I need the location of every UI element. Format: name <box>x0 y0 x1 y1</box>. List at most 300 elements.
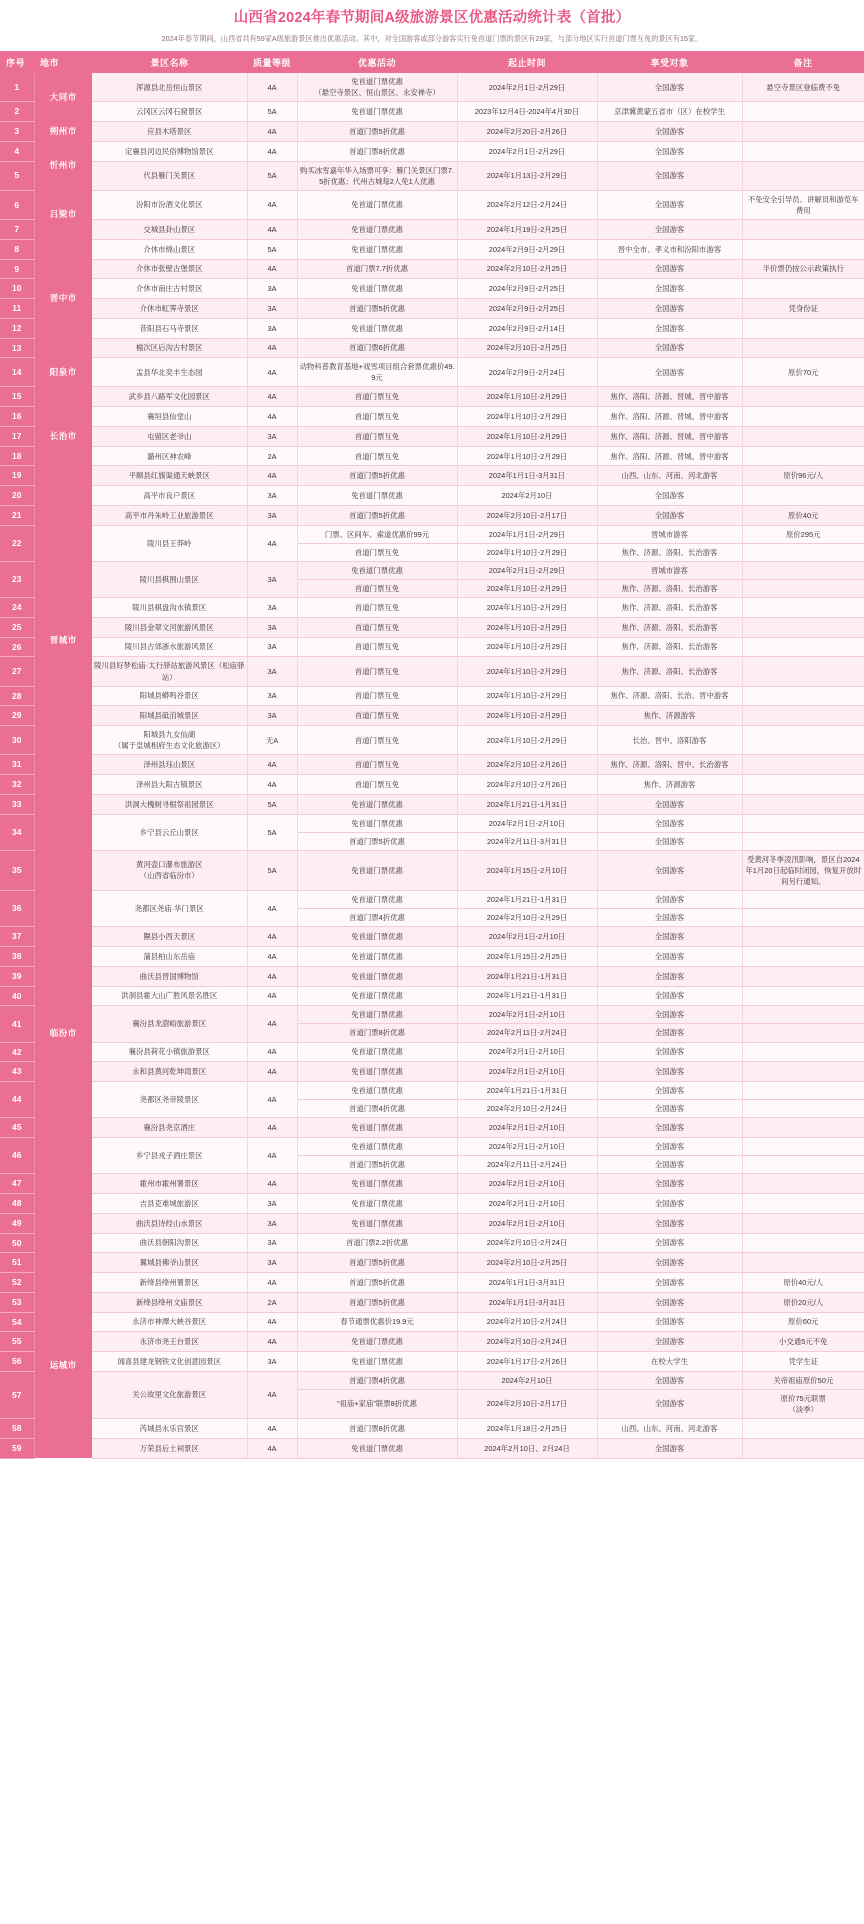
table-row[interactable] <box>0 1419 864 1439</box>
table-row[interactable] <box>0 387 864 407</box>
column-header-target: 享受对象 <box>597 51 742 73</box>
cell-period: 2024年2月10日-2月17日 <box>457 505 597 525</box>
cell-quality-level: 4A <box>247 259 297 279</box>
cell-target-audience: 焦作、济源游客 <box>597 706 742 726</box>
table-row[interactable] <box>0 637 864 657</box>
cell-promotion: 首道门票互免 <box>297 657 457 686</box>
table-row[interactable] <box>0 259 864 279</box>
cell-quality-level: 3A <box>247 686 297 706</box>
table-row[interactable] <box>0 755 864 775</box>
cell-target-audience: 全国游客 <box>597 1082 742 1100</box>
cell-target-audience: 山西、山东、河南、河北游客 <box>597 466 742 486</box>
cell-scenic-name: 关公故里文化旅游景区 <box>92 1371 247 1418</box>
cell-note <box>742 102 864 122</box>
cell-period: 2024年1月21日-1月31日 <box>457 1082 597 1100</box>
cell-seq: 20 <box>0 486 34 506</box>
cell-promotion: 首道门票互免 <box>297 598 457 618</box>
cell-quality-level: 5A <box>247 102 297 122</box>
cell-promotion: 免首道门票优惠 <box>297 102 457 122</box>
cell-period: 2023年12月4日-2024年4月30日 <box>457 102 597 122</box>
cell-scenic-name: 曲沃县诗经山水景区 <box>92 1213 247 1233</box>
cell-seq: 36 <box>0 891 34 927</box>
cell-seq: 49 <box>0 1213 34 1233</box>
cell-quality-level: 5A <box>247 161 297 190</box>
cell-quality-level: 3A <box>247 1253 297 1273</box>
cell-period: 2024年1月15日-2月10日 <box>457 850 597 890</box>
table-row[interactable] <box>0 1273 864 1293</box>
cell-note <box>742 220 864 240</box>
cell-note <box>742 407 864 427</box>
table-row[interactable] <box>0 657 864 686</box>
cell-seq: 34 <box>0 814 34 850</box>
cell-quality-level: 5A <box>247 239 297 259</box>
cell-scenic-name: 乡宁县云丘山景区 <box>92 814 247 850</box>
cell-target-audience: 京津冀黄蒙五省市（区）在校学生 <box>597 102 742 122</box>
cell-quality-level: 5A <box>247 794 297 814</box>
cell-note <box>742 706 864 726</box>
cell-scenic-name: 浑源县北岳恒山景区 <box>92 73 247 102</box>
table-row[interactable] <box>0 73 864 102</box>
cell-target-audience: 全国游客 <box>597 927 742 947</box>
table-row[interactable] <box>0 466 864 486</box>
cell-target-audience: 全国游客 <box>597 318 742 338</box>
cell-promotion: 首道门票互免 <box>297 617 457 637</box>
cell-promotion: 首道门票4折优惠 <box>297 1100 457 1118</box>
cell-quality-level: 4A <box>247 1371 297 1418</box>
cell-quality-level: 3A <box>247 486 297 506</box>
cell-quality-level: 4A <box>247 1174 297 1194</box>
table-row[interactable] <box>0 407 864 427</box>
cell-target-audience: 焦作、济源、洛阳、长治游客 <box>597 637 742 657</box>
cell-seq: 4 <box>0 141 34 161</box>
cell-seq: 18 <box>0 446 34 466</box>
cell-scenic-name: 洪洞大槐树寻根祭祖园景区 <box>92 794 247 814</box>
cell-quality-level: 4A <box>247 1042 297 1062</box>
cell-note <box>742 686 864 706</box>
cell-quality-level: 3A <box>247 637 297 657</box>
cell-quality-level: 4A <box>247 891 297 927</box>
cell-promotion: 首道门票互免 <box>297 580 457 598</box>
cell-target-audience: 晋城市游客 <box>597 525 742 543</box>
cell-quality-level: 4A <box>247 986 297 1006</box>
cell-period: 2024年2月11日-2月24日 <box>457 1024 597 1042</box>
cell-period: 2024年1月10日-2月29日 <box>457 580 597 598</box>
cell-target-audience: 全国游客 <box>597 1312 742 1332</box>
table-row[interactable] <box>0 279 864 299</box>
cell-note <box>742 1174 864 1194</box>
cell-quality-level: 3A <box>247 1352 297 1372</box>
cell-promotion: 免首道门票优惠 <box>297 1006 457 1024</box>
cell-period: 2024年1月18日-2月25日 <box>457 1419 597 1439</box>
table-row[interactable] <box>0 141 864 161</box>
cell-period: 2024年1月13日-2月29日 <box>457 161 597 190</box>
cell-promotion: 免首道门票优惠 <box>297 239 457 259</box>
table-row[interactable] <box>0 1138 864 1156</box>
cell-city: 朔州市 <box>34 122 92 142</box>
cell-target-audience: 全国游客 <box>597 1438 742 1458</box>
table-row[interactable] <box>0 1042 864 1062</box>
cell-period: 2024年1月10日-2月29日 <box>457 543 597 561</box>
cell-note: 原价20元/人 <box>742 1292 864 1312</box>
cell-scenic-name: 永济市神潭大峡谷景区 <box>92 1312 247 1332</box>
cell-period: 2024年1月1日-3月31日 <box>457 466 597 486</box>
table-row[interactable] <box>0 338 864 358</box>
cell-note: 关帝祖庙原价50元 <box>742 1371 864 1389</box>
cell-seq: 27 <box>0 657 34 686</box>
cell-note <box>742 598 864 618</box>
cell-city: 忻州市 <box>34 141 92 190</box>
cell-target-audience: 焦作、济源、洛阳、长治游客 <box>597 580 742 598</box>
cell-promotion: 首道门票互免 <box>297 755 457 775</box>
cell-promotion: 免首道门票优惠 <box>297 814 457 832</box>
cell-period: 2024年2月10日 <box>457 486 597 506</box>
cell-quality-level: 4A <box>247 755 297 775</box>
cell-target-audience: 焦作、济源、洛阳、长治游客 <box>597 617 742 637</box>
cell-period: 2024年2月1日-2月10日 <box>457 1118 597 1138</box>
cell-quality-level: 4A <box>247 1273 297 1293</box>
column-header-note: 备注 <box>742 51 864 73</box>
cell-quality-level: 4A <box>247 338 297 358</box>
table-row[interactable] <box>0 1371 864 1389</box>
cell-seq: 19 <box>0 466 34 486</box>
cell-target-audience: 焦作、济源、洛阳、长治游客 <box>597 657 742 686</box>
table-row[interactable] <box>0 1352 864 1372</box>
cell-note <box>742 966 864 986</box>
cell-seq: 42 <box>0 1042 34 1062</box>
cell-period: 2024年2月9日-2月24日 <box>457 358 597 387</box>
table-row[interactable] <box>0 1062 864 1082</box>
table-row[interactable] <box>0 239 864 259</box>
table-row[interactable] <box>0 190 864 219</box>
cell-quality-level: 3A <box>247 1213 297 1233</box>
table-row[interactable] <box>0 358 864 387</box>
cell-city: 阳泉市 <box>34 358 92 387</box>
table-row[interactable] <box>0 220 864 240</box>
cell-note <box>742 426 864 446</box>
cell-note <box>742 891 864 909</box>
table-row[interactable] <box>0 426 864 446</box>
table-row[interactable] <box>0 1312 864 1332</box>
cell-scenic-name: 阳城县蟒鸣谷景区 <box>92 686 247 706</box>
cell-note <box>742 561 864 579</box>
cell-scenic-name: 陵川县王莽岭 <box>92 525 247 561</box>
cell-quality-level: 4A <box>247 141 297 161</box>
cell-target-audience: 全国游客 <box>597 1389 742 1418</box>
cell-note <box>742 1006 864 1024</box>
cell-quality-level: 2A <box>247 1292 297 1312</box>
cell-scenic-name: 介休市绵山景区 <box>92 239 247 259</box>
cell-quality-level: 5A <box>247 814 297 850</box>
cell-target-audience: 全国游客 <box>597 279 742 299</box>
table-row[interactable] <box>0 318 864 338</box>
cell-seq: 21 <box>0 505 34 525</box>
cell-city: 运城市 <box>34 1273 92 1459</box>
cell-scenic-name: 盂县华北奕丰生态园 <box>92 358 247 387</box>
cell-period: 2024年2月10日-2月26日 <box>457 775 597 795</box>
cell-quality-level: 3A <box>247 318 297 338</box>
cell-period: 2024年2月1日-2月10日 <box>457 1194 597 1214</box>
cell-scenic-name: 应县木塔景区 <box>92 122 247 142</box>
cell-scenic-name: 新绛县绛州署景区 <box>92 1273 247 1293</box>
cell-note <box>742 1118 864 1138</box>
cell-scenic-name: 昔阳县石马寺景区 <box>92 318 247 338</box>
cell-note <box>742 1419 864 1439</box>
cell-city: 吕梁市 <box>34 190 92 239</box>
cell-scenic-name: 云冈区云冈石窟景区 <box>92 102 247 122</box>
table-row[interactable] <box>0 1082 864 1100</box>
cell-target-audience: 全国游客 <box>597 299 742 319</box>
cell-promotion: 免首道门票优惠 <box>297 220 457 240</box>
cell-seq: 45 <box>0 1118 34 1138</box>
table-row[interactable] <box>0 706 864 726</box>
table-row[interactable] <box>0 486 864 506</box>
table-row[interactable] <box>0 1233 864 1253</box>
cell-quality-level: 4A <box>247 947 297 967</box>
cell-scenic-name: 永济市尧王台景区 <box>92 1332 247 1352</box>
table-row[interactable] <box>0 446 864 466</box>
table-row[interactable] <box>0 1332 864 1352</box>
cell-scenic-name: 蒲县柏山东岳庙 <box>92 947 247 967</box>
cell-promotion: 首道门票5折优惠 <box>297 1273 457 1293</box>
cell-target-audience: 全国游客 <box>597 1024 742 1042</box>
cell-period: 2024年1月10日-2月29日 <box>457 726 597 755</box>
cell-quality-level: 4A <box>247 1138 297 1174</box>
cell-period: 2024年2月10日-2月24日 <box>457 1332 597 1352</box>
cell-target-audience: 全国游客 <box>597 814 742 832</box>
cell-period: 2024年2月1日-2月10日 <box>457 927 597 947</box>
cell-note <box>742 755 864 775</box>
cell-quality-level: 4A <box>247 407 297 427</box>
cell-seq: 56 <box>0 1352 34 1372</box>
cell-seq: 15 <box>0 387 34 407</box>
table-row[interactable] <box>0 102 864 122</box>
cell-promotion: 首道门票5折优惠 <box>297 832 457 850</box>
cell-note <box>742 387 864 407</box>
table-row[interactable] <box>0 1174 864 1194</box>
cell-seq: 8 <box>0 239 34 259</box>
cell-city: 长治市 <box>34 387 92 486</box>
cell-scenic-name: 翼城县佛爷山景区 <box>92 1253 247 1273</box>
cell-note <box>742 338 864 358</box>
cell-note <box>742 239 864 259</box>
table-row[interactable] <box>0 561 864 579</box>
cell-scenic-name: 介休市虹霁寺景区 <box>92 299 247 319</box>
cell-promotion: 首道门票互免 <box>297 387 457 407</box>
table-row[interactable] <box>0 966 864 986</box>
cell-scenic-name: 泽州县大阳古镇景区 <box>92 775 247 795</box>
header-row <box>0 51 864 73</box>
cell-promotion: 门票、区间车、索道优惠价99元 <box>297 525 457 543</box>
cell-note: 原价60元 <box>742 1312 864 1332</box>
table-row[interactable] <box>0 122 864 142</box>
cell-period: 2024年2月10日 <box>457 1371 597 1389</box>
cell-scenic-name: 代县雁门关景区 <box>92 161 247 190</box>
cell-target-audience: 全国游客 <box>597 1371 742 1389</box>
cell-scenic-name: 屯留区老爷山 <box>92 426 247 446</box>
cell-promotion: 首道门票互免 <box>297 686 457 706</box>
cell-note <box>742 279 864 299</box>
cell-seq: 11 <box>0 299 34 319</box>
table-row[interactable] <box>0 814 864 832</box>
cell-period: 2024年2月1日-2月10日 <box>457 1006 597 1024</box>
table-row[interactable] <box>0 726 864 755</box>
discount-activity-table <box>0 51 864 1459</box>
cell-note: 原价70元 <box>742 358 864 387</box>
table-row[interactable] <box>0 686 864 706</box>
table-row[interactable] <box>0 1006 864 1024</box>
table-row[interactable] <box>0 927 864 947</box>
cell-seq: 2 <box>0 102 34 122</box>
cell-seq: 59 <box>0 1438 34 1458</box>
cell-seq: 46 <box>0 1138 34 1174</box>
table-row[interactable] <box>0 1438 864 1458</box>
cell-quality-level: 4A <box>247 1082 297 1118</box>
cell-target-audience: 全国游客 <box>597 1006 742 1024</box>
cell-note <box>742 986 864 1006</box>
cell-target-audience: 全国游客 <box>597 1156 742 1174</box>
cell-target-audience: 全国游客 <box>597 1174 742 1194</box>
cell-promotion: 免首道门票优惠 <box>297 1174 457 1194</box>
cell-quality-level: 4A <box>247 525 297 561</box>
cell-note <box>742 580 864 598</box>
cell-target-audience: 焦作、洛阳、济源、晋城、晋中游客 <box>597 407 742 427</box>
cell-target-audience: 全国游客 <box>597 850 742 890</box>
table-row[interactable] <box>0 891 864 909</box>
cell-scenic-name: 霍州市霍州署景区 <box>92 1174 247 1194</box>
cell-seq: 17 <box>0 426 34 446</box>
table-row[interactable] <box>0 617 864 637</box>
cell-note <box>742 617 864 637</box>
cell-promotion: 免首道门票优惠 <box>297 1062 457 1082</box>
table-row[interactable] <box>0 1292 864 1312</box>
cell-seq: 13 <box>0 338 34 358</box>
cell-seq: 26 <box>0 637 34 657</box>
cell-scenic-name: 襄汾县荷花小镇旅游景区 <box>92 1042 247 1062</box>
cell-promotion: 购买冰雪嘉年华入场票可享：雁门关景区门票7.5折优惠；代州古城每2人免1人优惠 <box>297 161 457 190</box>
cell-scenic-name: 尧都区尧帝陵景区 <box>92 1082 247 1118</box>
cell-seq: 52 <box>0 1273 34 1293</box>
cell-quality-level: 4A <box>247 122 297 142</box>
cell-seq: 32 <box>0 775 34 795</box>
table-body <box>0 73 864 1458</box>
cell-period: 2024年2月9日-2月25日 <box>457 299 597 319</box>
table-row[interactable] <box>0 1194 864 1214</box>
table-row[interactable] <box>0 299 864 319</box>
cell-scenic-name: 乡宁县戎子酒庄景区 <box>92 1138 247 1174</box>
cell-quality-level: 2A <box>247 446 297 466</box>
cell-scenic-name: 榆次区后沟古村景区 <box>92 338 247 358</box>
cell-promotion: 首道门票5折优惠 <box>297 1253 457 1273</box>
column-header-promo: 优惠活动 <box>297 51 457 73</box>
cell-promotion: 免首道门票优惠 <box>297 1332 457 1352</box>
cell-quality-level: 4A <box>247 1332 297 1352</box>
cell-target-audience: 焦作、洛阳、济源、晋城、晋中游客 <box>597 446 742 466</box>
cell-target-audience: 全国游客 <box>597 1194 742 1214</box>
table-row[interactable] <box>0 947 864 967</box>
cell-note <box>742 1062 864 1082</box>
cell-scenic-name: 阳城县砥洎城景区 <box>92 706 247 726</box>
table-row[interactable] <box>0 598 864 618</box>
cell-period: 2024年2月10日-2月17日 <box>457 1389 597 1418</box>
table-row[interactable] <box>0 850 864 890</box>
cell-scenic-name: 武乡县八路军文化园景区 <box>92 387 247 407</box>
cell-seq: 30 <box>0 726 34 755</box>
cell-promotion: 首道门票互免 <box>297 726 457 755</box>
cell-target-audience: 全国游客 <box>597 122 742 142</box>
cell-target-audience: 全国游客 <box>597 1332 742 1352</box>
cell-promotion: 免首道门票优惠 <box>297 850 457 890</box>
cell-seq: 3 <box>0 122 34 142</box>
cell-period: 2024年2月12日-2月24日 <box>457 190 597 219</box>
cell-scenic-name: 陵川县古郊浙水旅游风景区 <box>92 637 247 657</box>
cell-seq: 43 <box>0 1062 34 1082</box>
cell-scenic-name: 芮城县永乐宫景区 <box>92 1419 247 1439</box>
cell-quality-level: 3A <box>247 299 297 319</box>
table-row[interactable] <box>0 161 864 190</box>
cell-target-audience: 全国游客 <box>597 947 742 967</box>
table-row[interactable] <box>0 1118 864 1138</box>
table-row[interactable] <box>0 1253 864 1273</box>
cell-period: 2024年2月1日-2月29日 <box>457 141 597 161</box>
table-row[interactable] <box>0 986 864 1006</box>
cell-note <box>742 909 864 927</box>
cell-target-audience: 全国游客 <box>597 505 742 525</box>
cell-promotion: 免首道门票优惠 <box>297 279 457 299</box>
table-row[interactable] <box>0 775 864 795</box>
cell-scenic-name: 襄汾县龙澍峪旅游景区 <box>92 1006 247 1042</box>
cell-target-audience: 长治、晋中、洛阳游客 <box>597 726 742 755</box>
cell-seq: 14 <box>0 358 34 387</box>
cell-quality-level: 4A <box>247 1438 297 1458</box>
cell-seq: 53 <box>0 1292 34 1312</box>
cell-period: 2024年1月21日-1月31日 <box>457 891 597 909</box>
cell-note <box>742 927 864 947</box>
cell-quality-level: 4A <box>247 466 297 486</box>
table-row[interactable] <box>0 1213 864 1233</box>
cell-scenic-name: 高平市丹朱岭工业旅游景区 <box>92 505 247 525</box>
cell-promotion: 首道门票互免 <box>297 407 457 427</box>
cell-quality-level: 3A <box>247 505 297 525</box>
cell-note <box>742 814 864 832</box>
cell-target-audience: 全国游客 <box>597 190 742 219</box>
cell-note <box>742 141 864 161</box>
cell-scenic-name: 交城县卦山景区 <box>92 220 247 240</box>
cell-period: 2024年1月10日-2月29日 <box>457 598 597 618</box>
table-row[interactable] <box>0 505 864 525</box>
cell-target-audience: 焦作、洛阳、济源、晋城、晋中游客 <box>597 426 742 446</box>
cell-period: 2024年1月1日-3月31日 <box>457 1292 597 1312</box>
cell-scenic-name: 永和县黄河乾坤湾景区 <box>92 1062 247 1082</box>
cell-target-audience: 焦作、洛阳、济源、晋城、晋中游客 <box>597 387 742 407</box>
cell-scenic-name: 潞州区神农峰 <box>92 446 247 466</box>
column-header-city: 地市 <box>34 51 92 73</box>
cell-seq: 24 <box>0 598 34 618</box>
cell-target-audience: 全国游客 <box>597 358 742 387</box>
cell-scenic-name: 黄河壶口瀑布旅游区 （山西省临汾市） <box>92 850 247 890</box>
table-row[interactable] <box>0 525 864 543</box>
cell-quality-level: 4A <box>247 966 297 986</box>
table-row[interactable] <box>0 794 864 814</box>
cell-seq: 28 <box>0 686 34 706</box>
cell-period: 2024年2月10日-2月26日 <box>457 755 597 775</box>
cell-target-audience: 全国游客 <box>597 141 742 161</box>
cell-period: 2024年1月10日-2月29日 <box>457 426 597 446</box>
cell-quality-level: 无A <box>247 726 297 755</box>
cell-scenic-name: 定襄县河边民俗博物馆景区 <box>92 141 247 161</box>
cell-target-audience: 全国游客 <box>597 832 742 850</box>
cell-target-audience: 全国游客 <box>597 220 742 240</box>
cell-scenic-name: 介休市张壁古堡景区 <box>92 259 247 279</box>
